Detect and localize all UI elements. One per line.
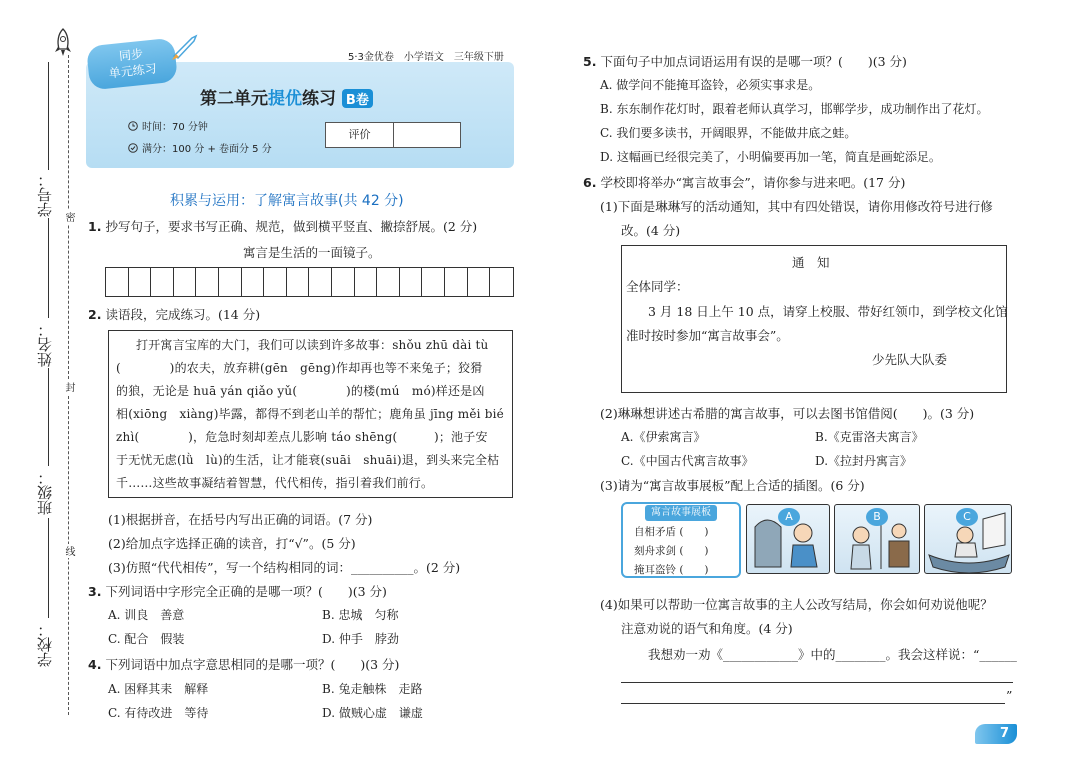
option-a[interactable]: A. 做学问不能掩耳盗铃，必须实事求是。 xyxy=(600,78,821,92)
story-board-item[interactable]: 掩耳盗铃 ( ) xyxy=(634,564,709,576)
badge-line-2: 单元练习 xyxy=(108,61,158,81)
sub-question: (2)给加点字选择正确的读音，打“√”。(5 分) xyxy=(108,536,356,551)
margin-mark-seal: 密 xyxy=(63,212,74,222)
notice-greeting: 全体同学： xyxy=(626,279,689,294)
passage-line: 的狼，无论是 huā yán qiǎo yǔ( )的楼(mú mó)样还是凶 xyxy=(116,384,485,398)
sub-question-cont: 注意劝说的语气和角度。(4 分) xyxy=(621,621,793,636)
question-3 xyxy=(88,582,387,600)
title-part: 第二单元 xyxy=(200,89,268,109)
passage-line: ( )的农夫，放弃耕(gēn gēng)作却再也等不来兔子；狡猾 xyxy=(116,361,483,375)
notice-body-line: 3 月 18 日上午 10 点，请穿上校服、带好红领巾，到学校文化馆 xyxy=(648,304,1008,319)
sub-question: (4)如果可以帮助一位寓言故事的主人公改写结局，你会如何劝说他呢？ xyxy=(600,597,993,612)
question-1 xyxy=(88,217,477,235)
writing-grid[interactable] xyxy=(105,267,514,297)
option-b[interactable]: B. 兔走触株 走路 xyxy=(322,682,423,696)
question-2 xyxy=(88,305,260,323)
option-d[interactable]: D. 仲手 脖劲 xyxy=(322,632,399,646)
question-5 xyxy=(583,52,907,70)
sub-question: (3)请为“寓言故事展板”配上合适的插图。(6 分) xyxy=(600,478,865,493)
margin-field-name[interactable] xyxy=(48,218,49,318)
passage-line: zhì( )，危急时刻却差点儿影响 táo shēng( )；池子安 xyxy=(116,430,488,444)
notice-heading: 通 知 xyxy=(792,255,830,270)
persuasion-prompt[interactable]: 我想劝一劝《____________》中的________。我会这样说：“______ xyxy=(648,647,1017,662)
notice-signature: 少先队大队委 xyxy=(872,352,948,367)
margin-label-school: 学校： xyxy=(36,622,54,667)
rocket-deco-icon xyxy=(170,34,200,63)
question-6 xyxy=(583,173,905,191)
title-part: 练习 xyxy=(302,89,336,109)
question-number: 3. xyxy=(88,584,102,599)
margin-field-class[interactable] xyxy=(48,368,49,466)
book-series: 5·3金优卷 小学语文 三年级下册 xyxy=(348,52,504,63)
clock-icon xyxy=(128,119,138,134)
paper-version-tag: B卷 xyxy=(342,89,373,108)
answer-line[interactable] xyxy=(621,703,1005,704)
option-c[interactable]: C. 配合 假装 xyxy=(108,632,185,646)
badge-line-1: 同步 xyxy=(118,46,144,64)
evaluation-label: 评价 xyxy=(326,123,394,147)
question-number: 2. xyxy=(88,307,102,322)
picture-label-c: C xyxy=(956,508,978,526)
story-board-item[interactable]: 自相矛盾 ( ) xyxy=(634,526,709,538)
passage-line: 打开寓言宝库的大门，我们可以读到许多故事：shǒu zhū dài tù xyxy=(136,338,489,352)
option-a[interactable]: A.《伊索寓言》 xyxy=(621,430,706,444)
answer-line[interactable] xyxy=(621,682,1013,683)
question-number: 6. xyxy=(583,175,597,190)
question-4 xyxy=(88,655,399,673)
option-a[interactable]: A. 困释其耒 解释 xyxy=(108,682,209,696)
story-board-heading: 寓言故事展板 xyxy=(645,505,717,521)
question-number: 1. xyxy=(88,219,102,234)
notice-body-line: 准时按时参加“寓言故事会”。 xyxy=(626,328,789,343)
option-c[interactable]: C. 我们要多读书，开阔眼界，不能做井底之蛙。 xyxy=(600,126,857,140)
closing-quote: ” xyxy=(1006,688,1013,703)
question-text: 学校即将举办“寓言故事会”，请你参与进来吧。(17 分) xyxy=(600,175,906,190)
option-d[interactable]: D. 做贼心虚 谦虚 xyxy=(322,706,423,720)
check-icon xyxy=(128,141,138,156)
exam-total-score: 满分：100 分 + 卷面分 5 分 xyxy=(142,144,272,155)
section-title: 积累与运用：了解寓言故事(共 42 分) xyxy=(170,193,404,209)
picture-label-b: B xyxy=(866,508,888,526)
option-d[interactable]: D. 这幅画已经很完美了，小明偏要再加一笔，简直是画蛇添足。 xyxy=(600,150,941,164)
question-text: 下列词语中加点字意思相同的是哪一项？( )(3 分) xyxy=(105,657,400,672)
story-board-item[interactable]: 刻舟求剑 ( ) xyxy=(634,545,709,557)
sub-question: (2)琳琳想讲述古希腊的寓言故事，可以去图书馆借阅( )。(3 分) xyxy=(600,406,975,421)
evaluation-box xyxy=(325,122,461,148)
question-number: 4. xyxy=(88,657,102,672)
passage-line: 于无忧无虑(lǜ lù)的生活，让才能衰(suāi shuāi)退，到头来完全枯 xyxy=(116,453,500,467)
option-b[interactable]: B. 忠城 匀称 xyxy=(322,608,399,622)
option-b[interactable]: B. 东东制作花灯时，跟着老师认真学习，邯郸学步，成功制作出了花灯。 xyxy=(600,102,989,116)
copy-sentence: 寓言是生活的一面镜子。 xyxy=(243,245,381,260)
margin-field-school[interactable] xyxy=(48,518,49,618)
margin-label-name: 姓名： xyxy=(36,322,54,367)
option-d[interactable]: D.《拉封丹寓言》 xyxy=(815,454,913,468)
option-b[interactable]: B.《克雷洛夫寓言》 xyxy=(815,430,924,444)
question-text: 下面句子中加点词语运用有误的是哪一项？( )(3 分) xyxy=(600,54,907,69)
page-title xyxy=(200,84,373,109)
margin-label-student-id: 学号： xyxy=(36,172,54,217)
sub-question: (1)下面是琳琳写的活动通知，其中有四处错误，请你用修改符号进行修 xyxy=(600,199,993,214)
option-a[interactable]: A. 训良 善意 xyxy=(108,608,185,622)
sub-question: (1)根据拼音，在括号内写出正确的词语。(7 分) xyxy=(108,512,373,527)
picture-label-a: A xyxy=(778,508,800,526)
option-c[interactable]: C. 有待改进 等待 xyxy=(108,706,209,720)
page-number: 7 xyxy=(975,724,1017,744)
unit-practice-badge xyxy=(86,38,178,91)
question-text: 读语段，完成练习。(14 分) xyxy=(105,307,261,322)
question-text: 下列词语中字形完全正确的是哪一项？( )(3 分) xyxy=(105,584,387,599)
sub-question-cont: 改。(4 分) xyxy=(621,223,681,238)
margin-field-student-id[interactable] xyxy=(48,62,49,170)
option-c[interactable]: C.《中国古代寓言故事》 xyxy=(621,454,754,468)
rocket-icon xyxy=(52,28,74,61)
margin-mark-line: 线 xyxy=(63,546,74,556)
title-highlight: 提优 xyxy=(268,89,302,109)
exam-time: 时间：70 分钟 xyxy=(142,122,208,133)
passage-line: 千……这些故事凝结着智慧，代代相传，指引着我们前行。 xyxy=(116,476,434,490)
sub-question: (3)仿照“代代相传”，写一个结构相同的词：__________。(2 分) xyxy=(108,560,461,575)
passage-line: 相(xiōng xiàng)毕露，都得不到老山羊的帮忙；鹿角虽 jīng měi bié xyxy=(116,407,504,421)
question-text: 抄写句子，要求书写正确、规范，做到横平竖直、撇捺舒展。(2 分) xyxy=(105,219,478,234)
question-number: 5. xyxy=(583,54,597,69)
margin-mark-seal: 封 xyxy=(63,382,74,392)
margin-label-class: 班级： xyxy=(36,470,54,515)
evaluation-field[interactable] xyxy=(394,123,460,147)
